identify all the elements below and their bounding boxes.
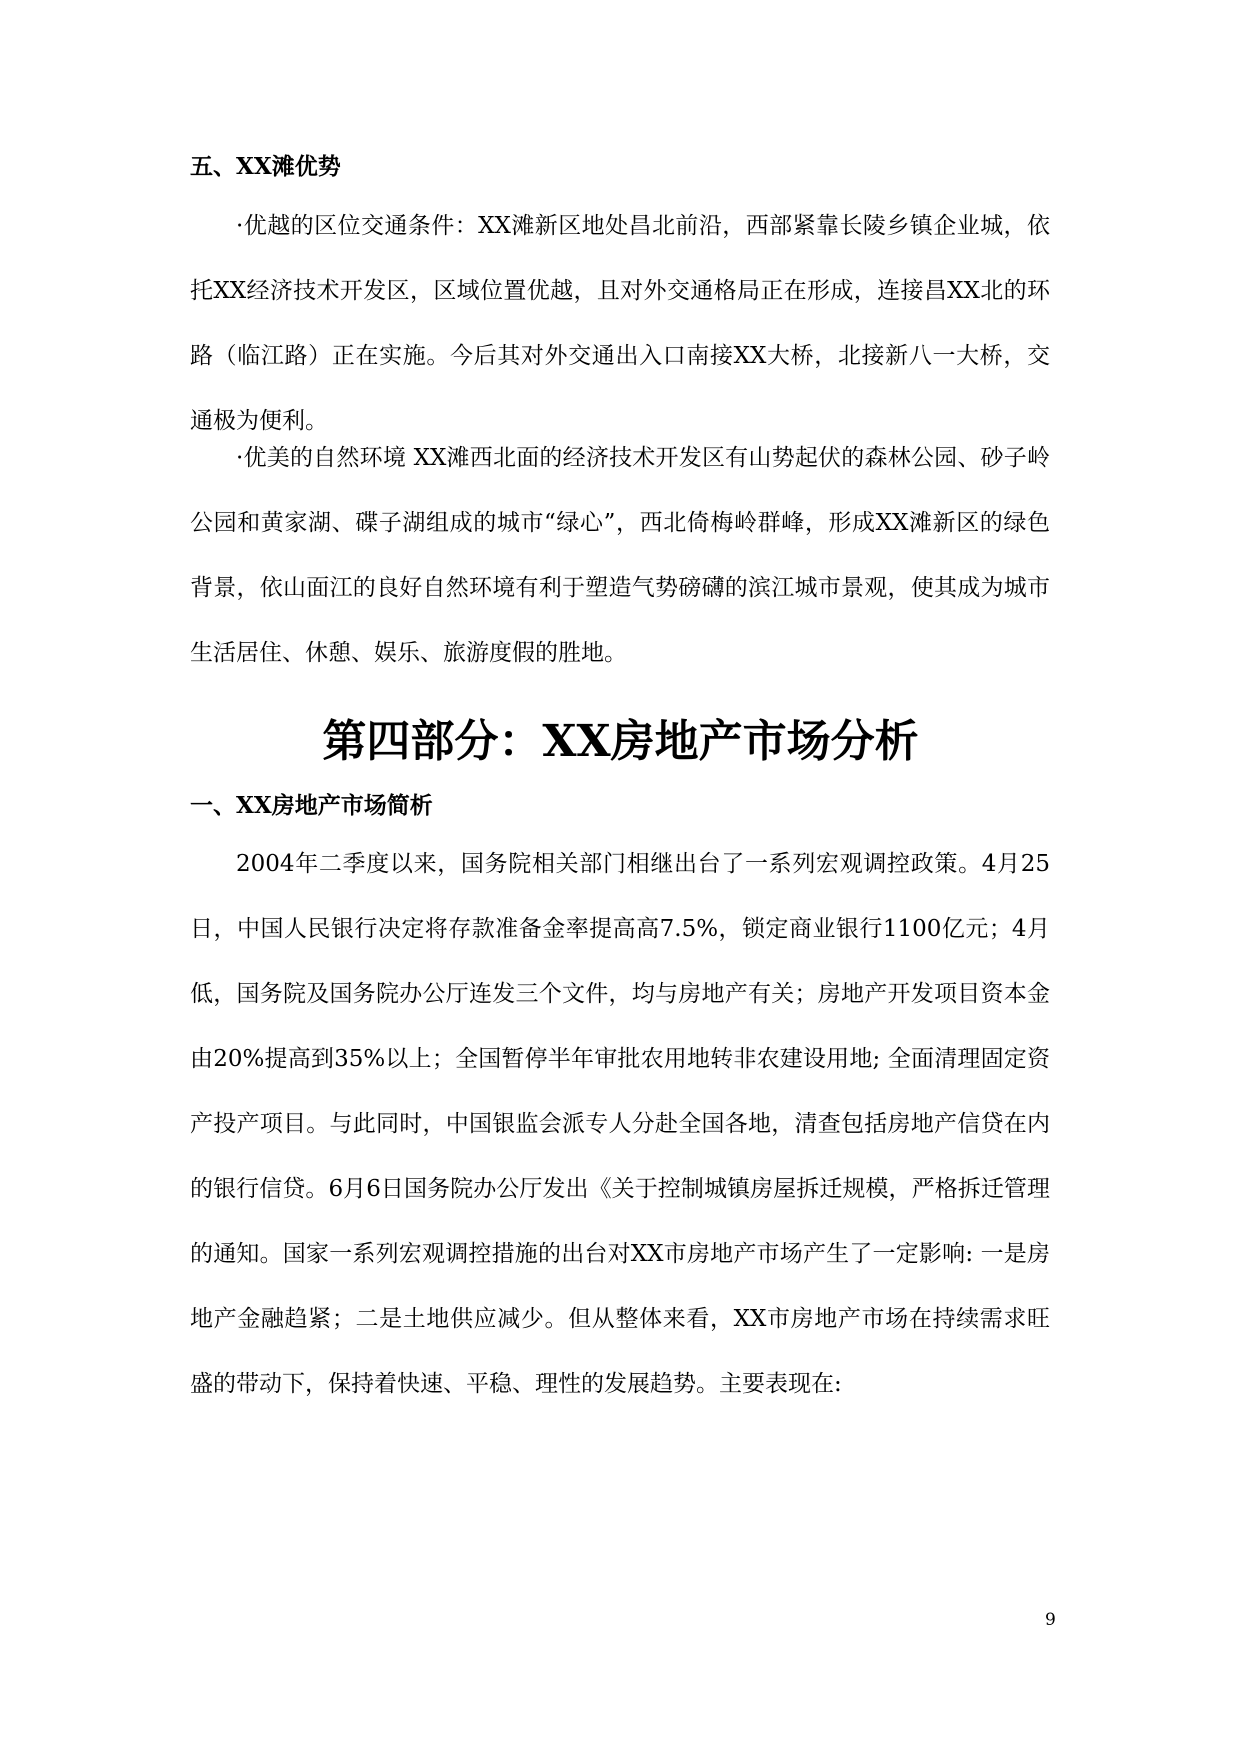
- paragraph-natural-environment: ·优美的自然环境 XX滩西北面的经济技术开发区有山势起伏的森林公园、砂子岭公园和黄家湖、碟子湖组成的城市“绿心”，西北倚梅岭群峰，形成XX滩新区的绿色背景，依山面江的良好自然环境有利于塑造气势磅礴的滨江城市景观，使其成为城市生活居住、休憩、娱乐、旅游度假的胜地。: [190, 445, 1050, 666]
- page-number: 9: [1045, 1610, 1056, 1630]
- section-heading-market-analysis: 一、XX房地产市场简析: [190, 792, 433, 819]
- section-heading-advantages: 五、XX滩优势: [190, 153, 341, 180]
- part-title: 第四部分：XX房地产市场分析: [322, 716, 919, 767]
- paragraph-market-overview: 2004年二季度以来，国务院相关部门相继出台了一系列宏观调控政策。4月25日，中国人民银行决定将存款准备金率提高高7.5%，锁定商业银行1100亿元；4月低，国务院及国务院办公厅连发三个文件，均与房地产有关；房地产开发项目资本金由20%提高到35%以上；全国暂停半年审批农用地转非农建设用地; 全面清理固定资产投产项目。与此同时，中国银监会派专人分赴全国各地，清查包括房地产信贷在内的银行信贷。6月6日国务院办公厅发出《关于控制城镇房屋拆迁规模，严格拆迁管理的通知。国家一系列宏观调控措施的出台对XX市房地产市场产生了一定影响: 一是房地产金融趋紧；二是土地供应减少。但从整体来看，XX市房地产市场在持续需求旺盛的带动下，保持着快速、平稳、理性的发展趋势。主要表现在:: [190, 851, 1050, 1397]
- paragraph-location-traffic: ·优越的区位交通条件：XX滩新区地处昌北前沿，西部紧靠长陵乡镇企业城，依托XX经济技术开发区，区域位置优越，且对外交通格局正在形成，连接昌XX北的环路（临江路）正在实施。今后其对外交通出入口南接XX大桥，北接新八一大桥，交通极为便利。: [190, 213, 1050, 434]
